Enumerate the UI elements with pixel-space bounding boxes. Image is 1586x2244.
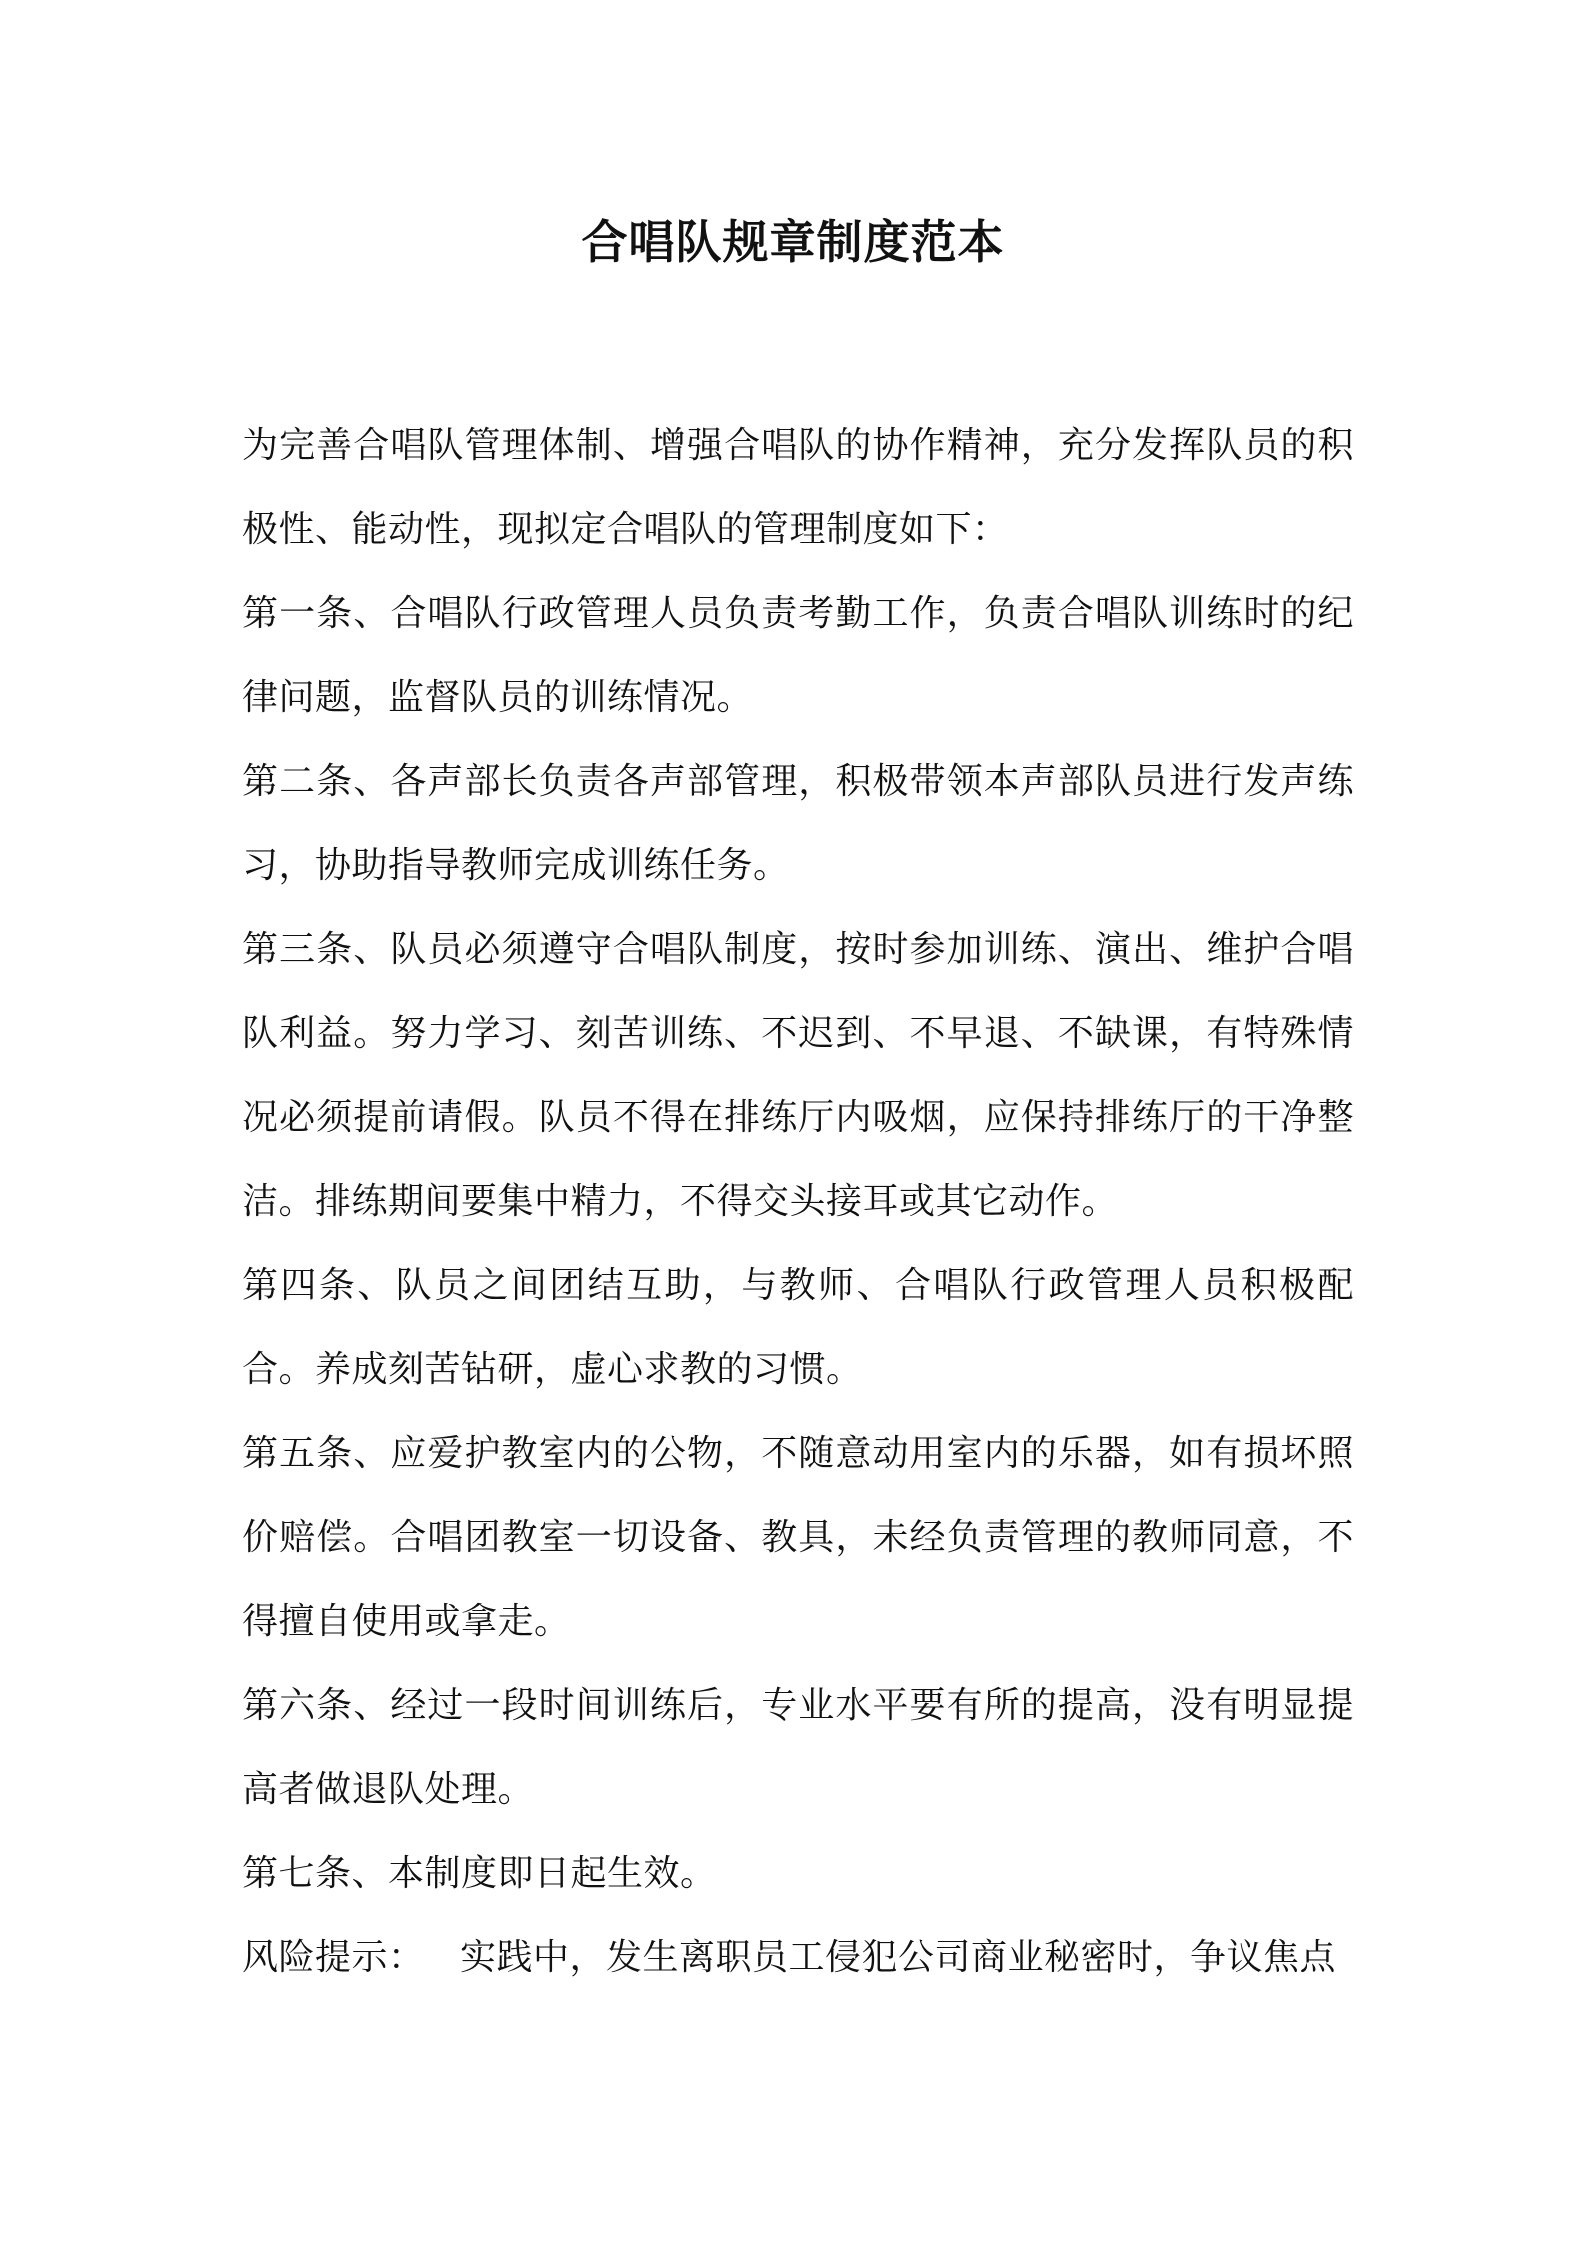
risk-note — [242, 1916, 1354, 2000]
article-4: 第四条、队员之间团结互助，与教师、合唱队行政管理人员积极配合。养成刻苦钻研，虚心求教的习惯。 — [242, 1265, 1354, 1390]
document-body — [242, 404, 1354, 2000]
article-6: 第六条、经过一段时间训练后，专业水平要有所的提高，没有明显提高者做退队处理。 — [242, 1685, 1354, 1810]
article-5: 第五条、应爱护教室内的公物，不随意动用室内的乐器，如有损坏照价赔偿。合唱团教室一切设备、教具，未经负责管理的教师同意，不得擅自使用或拿走。 — [242, 1433, 1354, 1642]
intro-paragraph: 为完善合唱队管理体制、增强合唱队的协作精神，充分发挥队员的积极性、能动性，现拟定合唱队的管理制度如下： — [242, 425, 1354, 550]
document-title: 合唱队规章制度范本 — [581, 215, 1005, 269]
risk-note-label: 风险提示： — [242, 1937, 425, 1978]
article-3: 第三条、队员必须遵守合唱队制度，按时参加训练、演出、维护合唱队利益。努力学习、刻苦训练、不迟到、不早退、不缺课，有特殊情况必须提前请假。队员不得在排练厅内吸烟，应保持排练厅的干净整洁。排练期间要集中精力，不得交头接耳或其它动作。 — [242, 929, 1354, 1222]
risk-note-text: 实践中，发生离职员工侵犯公司商业秘密时，争议焦点 — [460, 1937, 1337, 1978]
article-1: 第一条、合唱队行政管理人员负责考勤工作，负责合唱队训练时的纪律问题，监督队员的训练情况。 — [242, 593, 1354, 718]
article-7: 第七条、本制度即日起生效。 — [242, 1853, 717, 1894]
article-2: 第二条、各声部长负责各声部管理，积极带领本声部队员进行发声练习，协助指导教师完成训练任务。 — [242, 761, 1354, 886]
